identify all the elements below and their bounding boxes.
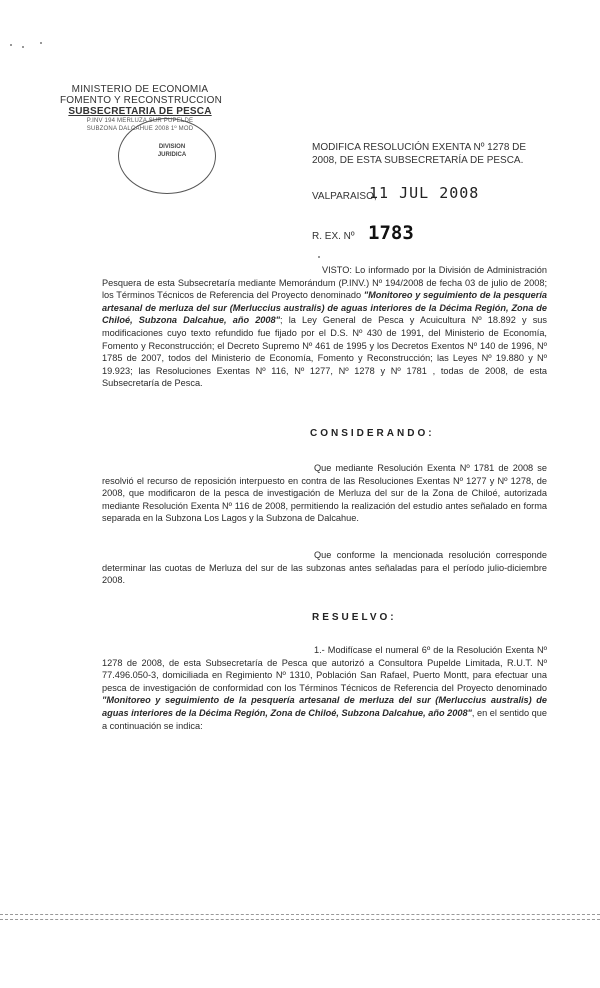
considerando-paragraph-1 bbox=[102, 462, 547, 525]
ministry-name-2: FOMENTO Y RECONSTRUCCION bbox=[60, 95, 223, 106]
visto-paragraph bbox=[102, 264, 547, 390]
resuelvo-text-1: 1.- Modifícase el numeral 6º de la Resolución Exenta Nº 1278 de 2008, de esta Subsecretaría de Pesca que autorizó a Consultora Pupelde Limitada, R.U.T. Nº 77.496.050-3, domiciliada en Regimiento Nº 1310, Población San Rafael, Puerto Montt, para efectuar una pesca de investigación de conformidad con los Términos Técnicos de Referencia del Proyecto denominado bbox=[102, 645, 547, 693]
visto-text-1: Lo informado por la División de Administración Pesquera de esta Subsecretaría mediante Memorándum (P.INV.) Nº 194/2008 de fecha 03 de julio de 2008; los Términos Técnicos de Referencia del Proyecto denominado bbox=[102, 265, 547, 301]
rex-label: R. EX. Nº bbox=[312, 231, 355, 242]
visto-project-title: "Monitoreo y seguimiento de la pesquería artesanal de merluza del sur (Merluccius australis) de aguas interiores de la Décima Región, Zona de Chiloé, Subzona Dalcahue, año 2008" bbox=[102, 290, 548, 326]
resuelvo-paragraph-1 bbox=[102, 644, 547, 732]
scan-speck bbox=[22, 46, 24, 48]
resolution-subject: MODIFICA RESOLUCIÓN EXENTA Nº 1278 DE 2008, DE ESTA SUBSECRETARÍA DE PESCA. bbox=[312, 142, 527, 166]
considerando-heading: CONSIDERANDO: bbox=[310, 428, 435, 439]
scan-edge-line bbox=[0, 914, 600, 915]
stamp-text: DIVISION JURIDICA bbox=[157, 144, 187, 158]
resuelvo-heading: RESUELVO: bbox=[312, 612, 397, 623]
scan-speck bbox=[10, 44, 12, 46]
considerando-text-1: Que mediante Resolución Exenta Nº 1781 de 2008 se resolvió el recurso de reposición interpuesto en contra de las Resoluciones Exentas Nº 1277 y Nº 1278, de 2008, que modificaron de la pesca de investigación de Merluza del sur de la Zona de Chiloé, autorizada mediante Resolución Exenta Nº 116 de 2008, permitiendo la realización del estudio antes señalado en forma separada en la Subzona Los Lagos y la Subzona de Dalcahue. bbox=[102, 463, 547, 524]
rex-number: 1783 bbox=[368, 222, 414, 244]
ministry-name: MINISTERIO DE ECONOMIA bbox=[71, 84, 209, 95]
subsecretaria-name: SUBSECRETARIA DE PESCA bbox=[68, 106, 212, 117]
scan-edge-line bbox=[0, 919, 600, 920]
visto-lead: VISTO: bbox=[322, 265, 352, 275]
place-label: VALPARAISO, bbox=[312, 191, 377, 202]
resuelvo-project-title: "Monitoreo y seguimiento de la pesquería artesanal de merluza del sur (Merluccius australis) de aguas interiores de la Décima Región, Zona de Chiloé, Subzona Dalcahue, año 2008" bbox=[102, 695, 547, 718]
considerando-paragraph-2 bbox=[102, 549, 547, 587]
considerando-text-2: Que conforme la mencionada resolución corresponde determinar las cuotas de Merluza del sur de las subzonas antes señaladas para el período julio-diciembre 2008. bbox=[102, 550, 547, 586]
date-stamp: 11 JUL 2008 bbox=[369, 184, 480, 202]
visto-text-2: ; la Ley General de Pesca y Acuicultura Nº 18.892 y sus modificaciones cuyo texto refundido fue fijado por el D.S. Nº 430 de 1991, del Ministerio de Economía, Fomento y Reconstrucción; el Decreto Supremo Nº 461 de 1995 y los Decretos Exentos Nº 140 de 1996, Nº 1785 de 2007, todos del Ministerio de Economía, Fomento y Reconstrucción; las Leyes Nº 19.880 y Nº 19.923; las Resoluciones Exentas Nº 116, Nº 1277, Nº 1278 y Nº 1781 , todas de 2008, de esta Subsecretaría de Pesca. bbox=[102, 315, 547, 389]
file-ref-1: P.INV 194 MERLUZA SUR PUPELDE bbox=[86, 118, 194, 124]
resuelvo-text-2: , en el sentido que a continuación se indica: bbox=[102, 707, 548, 731]
scan-speck bbox=[318, 256, 320, 258]
scan-speck bbox=[40, 42, 42, 44]
file-ref-2: SUBZONA DALCAHUE 2008 1º MOD bbox=[86, 126, 194, 132]
